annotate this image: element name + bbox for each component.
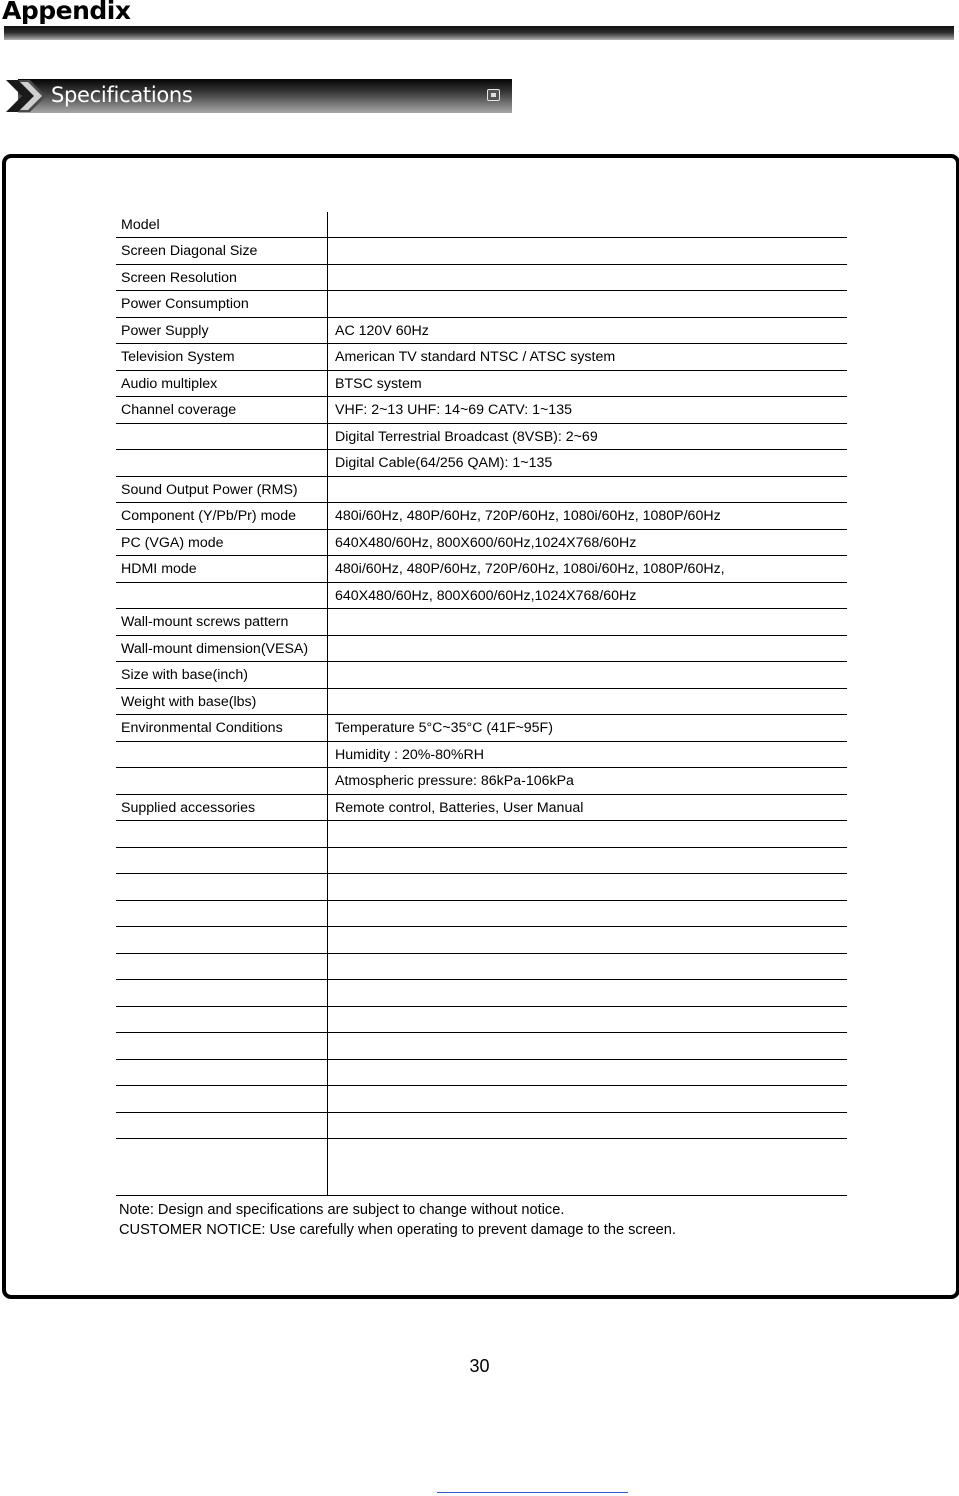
spec-label: Size with base(inch): [116, 662, 328, 688]
spec-label: [116, 848, 328, 874]
spec-row: [116, 530, 847, 557]
spec-value: [328, 689, 847, 715]
spec-label: Power Supply: [116, 318, 328, 344]
design-change-note: Note: Design and specifications are subject to change without notice.: [119, 1202, 565, 1218]
spec-value: [328, 636, 847, 662]
spec-row: [116, 397, 847, 424]
spec-row: [116, 980, 847, 1007]
spec-label: [116, 424, 328, 450]
spec-label: Weight with base(lbs): [116, 689, 328, 715]
spec-value: [328, 874, 847, 900]
spec-value: 640X480/60Hz, 800X600/60Hz,1024X768/60Hz: [335, 534, 637, 551]
spec-label: Screen Resolution: [116, 265, 328, 291]
spec-label: [116, 450, 328, 476]
spec-value: [328, 662, 847, 688]
spec-row: [116, 503, 847, 530]
spec-value: [328, 1113, 847, 1139]
spec-value: Temperature 5°C~35°C (41F~95F): [335, 720, 553, 736]
spec-value: [328, 1086, 847, 1112]
spec-value: Humidity : 20%-80%RH: [335, 746, 485, 763]
spec-label: Screen Diagonal Size: [116, 238, 328, 264]
spec-row: [116, 318, 847, 345]
spec-value: [328, 821, 847, 847]
spec-row: [116, 609, 847, 636]
spec-value: [328, 954, 847, 980]
spec-row: [116, 795, 847, 822]
spec-value: Digital Cable(64/256 QAM): 1~135: [335, 455, 553, 471]
spec-label: HDMI mode: [116, 556, 328, 582]
spec-value: 480i/60Hz, 480P/60Hz, 720P/60Hz, 1080i/60Hz, 1080P/60Hz,: [335, 561, 725, 577]
spec-label: [116, 954, 328, 980]
spec-label: Channel coverage: [116, 397, 328, 423]
spec-value: VHF: 2~13 UHF: 14~69 CATV: 1~135: [335, 402, 572, 418]
spec-label: [116, 927, 328, 953]
spec-row: [116, 848, 847, 875]
spec-row: [116, 742, 847, 769]
spec-value: AC 120V 60Hz: [335, 322, 429, 339]
customer-notice: CUSTOMER NOTICE: Use carefully when operating to prevent damage to the screen.: [119, 1222, 676, 1238]
spec-value: [328, 212, 847, 237]
spec-label: Television System: [116, 344, 328, 370]
spec-row: [116, 715, 847, 742]
spec-label: [116, 901, 328, 927]
spec-value: Remote control, Batteries, User Manual: [335, 799, 584, 816]
spec-label: Audio multiplex: [116, 371, 328, 397]
page-number: 30: [469, 1356, 490, 1376]
spec-row: [116, 344, 847, 371]
spec-row: [116, 477, 847, 504]
spec-value: [328, 927, 847, 953]
spec-row: [116, 874, 847, 901]
spec-row: [116, 371, 847, 398]
page-title: Appendix: [2, 0, 131, 25]
spec-row: [116, 556, 847, 583]
spec-value: BTSC system: [335, 375, 422, 392]
spec-label: [116, 1113, 328, 1139]
spec-label: Model: [116, 212, 328, 237]
spec-row: [116, 768, 847, 795]
specifications-table: [116, 212, 847, 1196]
spec-label: [116, 1060, 328, 1086]
spec-row: [116, 1007, 847, 1034]
spec-row: [116, 238, 847, 265]
spec-value: [328, 848, 847, 874]
spec-label: PC (VGA) mode: [116, 530, 328, 556]
spec-row: [116, 1033, 847, 1060]
spec-value: [328, 265, 847, 291]
spec-row: [116, 583, 847, 610]
spec-label: [116, 980, 328, 1006]
spec-label: Wall-mount dimension(VESA): [116, 636, 328, 662]
spec-row: [116, 1060, 847, 1087]
spec-row: [116, 927, 847, 954]
spec-label: [116, 1033, 328, 1059]
spec-value: [328, 1033, 847, 1059]
square-bullet-icon: [487, 89, 500, 101]
spec-row: [116, 291, 847, 318]
spec-row: [116, 1086, 847, 1113]
spec-value: American TV standard NTSC / ATSC system: [335, 349, 616, 365]
section-banner: [6, 78, 512, 114]
spec-value: [328, 980, 847, 1006]
spec-label: [116, 583, 328, 609]
header-divider-bar: [4, 26, 954, 40]
spec-value: [328, 477, 847, 503]
spec-label: Power Consumption: [116, 291, 328, 317]
spec-label: Component (Y/Pb/Pr) mode: [116, 503, 328, 529]
spec-label: [116, 768, 328, 794]
spec-label: Sound Output Power (RMS): [116, 477, 328, 503]
spec-label: Supplied accessories: [116, 795, 328, 821]
spec-value: [328, 238, 847, 264]
footer-link-underline: [437, 1492, 628, 1493]
spec-row: [116, 1113, 847, 1140]
spec-value: [328, 1139, 847, 1195]
spec-row: [116, 424, 847, 451]
spec-row: [116, 636, 847, 663]
spec-label: [116, 742, 328, 768]
spec-value: Atmospheric pressure: 86kPa-106kPa: [335, 773, 574, 789]
spec-row: [116, 450, 847, 477]
spec-row: [116, 821, 847, 848]
spec-value: 480i/60Hz, 480P/60Hz, 720P/60Hz, 1080i/60Hz, 1080P/60Hz: [335, 508, 721, 524]
spec-value: 640X480/60Hz, 800X600/60Hz,1024X768/60Hz: [335, 587, 637, 604]
spec-row: [116, 689, 847, 716]
spec-label: [116, 1139, 328, 1195]
spec-label: Wall-mount screws pattern: [116, 609, 328, 635]
spec-value: Digital Terrestrial Broadcast (8VSB): 2~69: [335, 428, 598, 445]
spec-label: [116, 874, 328, 900]
spec-row: [116, 212, 847, 238]
spec-label: [116, 1086, 328, 1112]
spec-value: [328, 291, 847, 317]
spec-label: [116, 1007, 328, 1033]
spec-value: [328, 901, 847, 927]
spec-value: [328, 609, 847, 635]
spec-label: Environmental Conditions: [116, 715, 328, 741]
spec-row: [116, 1139, 847, 1196]
spec-row: [116, 662, 847, 689]
spec-row: [116, 901, 847, 928]
spec-value: [328, 1007, 847, 1033]
chevron-right-icon: [6, 78, 50, 114]
spec-label: [116, 821, 328, 847]
section-title: Specifications: [51, 83, 193, 107]
spec-row: [116, 954, 847, 981]
spec-value: [328, 1060, 847, 1086]
notes-block: [119, 1200, 676, 1240]
spec-row: [116, 265, 847, 292]
